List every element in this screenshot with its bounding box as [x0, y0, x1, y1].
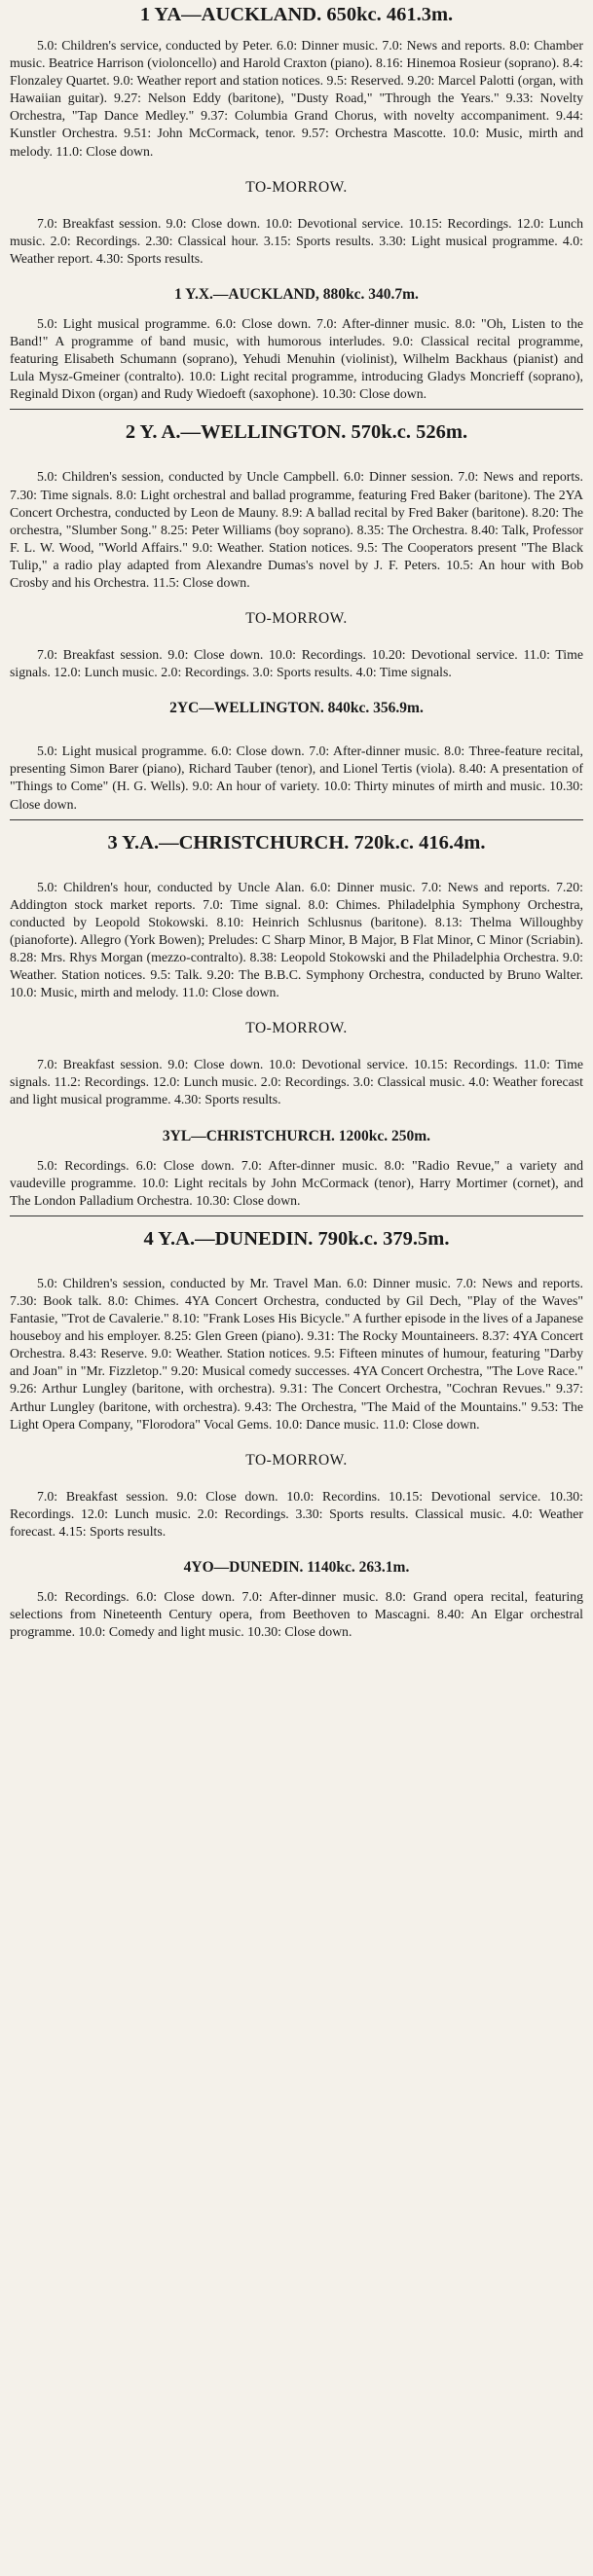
programme-2ya: 5.0: Children's session, conducted by Uncle Campbell. 6.0: Dinner session. 7.0: News and reports. 7.30: Time signals. 8.0: Light orchestral and ballad programme, featuring Fred Baker (baritone). The 2YA Concert Orchestra, conducted by Leon de Mauny. 8.9: A ballad recital by Fred Baker (baritone). 8.20: The orchestra, "Slumber Song." 8.25: Peter Williams (boy soprano). 8.35: The Orchestra. 8.40: Talk, Professor F. L. W. Wood, "World Affairs." 9.0: Weather. Station notices. 9.5: The Cooperators present "The Black Tulip," a radio play adapted from Alexandre Dumas's novel by J. F. Peters. 10.5: An hour with Bob Crosby and his Orchestra. 11.5: Close down. [10, 469, 583, 590]
tomorrow-programme-2ya: 7.0: Breakfast session. 9.0: Close down. 10.0: Recordings. 10.20: Devotional service. 11.0: Time signals. 12.0: Lunch music. 2.0: Recordings. 3.0: Sports results. 4.0: Time signals. [10, 647, 583, 680]
station-heading-4yo: 4YO—DUNEDIN. 1140kc. 263.1m. [183, 1558, 410, 1576]
programme-1yx: 5.0: Light musical programme. 6.0: Close down. 7.0: After-dinner music. 8.0: "Oh, Listen to the Band!" A programme of band music, with humorous interludes. 9.0: Classical recital programme, featuring Elisabeth Schumann (soprano), Yehudi Menuhin (violinist), Wilhelm Backhaus (pianist) and Lula Mysz-Gmeiner (contralto). 10.0: Light recital programme, introducing Gladys Moncrieff (soprano), Reginald Dixon (organ) and Rudy Wiedoeft (saxophone). 10.30: Close down. [10, 315, 583, 402]
station-heading-3yl: 3YL—CHRISTCHURCH. 1200kc. 250m. [162, 1127, 431, 1144]
programme-2yc: 5.0: Light musical programme. 6.0: Close down. 7.0: After-dinner music. 8.0: Three-feature recital, presenting Simon Barer (piano), Richard Tauber (tenor), and Lionel Tertis (viola). 8.40: A presentation of "Things to Come" (H. G. Wells). 9.0: An hour of variety. 10.0: Thirty minutes of mirth and music. 10.30: Close down. [10, 744, 583, 812]
station-heading-2yc: 2YC—WELLINGTON. 840kc. 356.9m. [169, 700, 424, 717]
station-heading-4ya: 4 Y.A.—DUNEDIN. 790k.c. 379.5m. [143, 1227, 450, 1250]
radio-programme-column [10, 0, 583, 1641]
tomorrow-label-1ya: TO-MORROW. [245, 178, 348, 196]
station-heading-2ya: 2 Y. A.—WELLINGTON. 570k.c. 526m. [125, 421, 468, 444]
tomorrow-label-4ya: TO-MORROW. [245, 1451, 348, 1469]
programme-1ya: 5.0: Children's service, conducted by Peter. 6.0: Dinner music. 7.0: News and reports. 8.0: Chamber music. Beatrice Harrison (violoncello) and Harold Craxton (piano). 8.16: Hinemoa Rosieur (soprano). 8.4: Flonzaley Quartet. 9.0: Weather report and station notices. 9.5: Reserved. 9.20: Marcel Palotti (organ, with Hawaiian guitar). 9.27: Nelson Eddy (baritone), "Dusty Road," "Through the Years." 9.33: Novelty Orchestra, "Tap Dance Medley." 9.37: Columbia Grand Chorus, with novelty accompaniment. 9.44: Kunstler Orchestra. 9.51: John McCormack, tenor. 9.57: Orchestra Mascotte. 10.0: Music, mirth and melody. 11.0: Close down. [10, 38, 583, 159]
station-heading-1yx: 1 Y.X.—AUCKLAND, 880kc. 340.7m. [174, 285, 419, 303]
tomorrow-programme-1ya: 7.0: Breakfast session. 9.0: Close down. 10.0: Devotional service. 10.15: Recordings. 12.0: Lunch music. 2.0: Recordings. 2.30: Classical hour. 3.15: Sports results. 3.30: Light musical programme. 4.0: Weather report. 4.30: Sports results. [10, 215, 583, 266]
tomorrow-programme-3ya: 7.0: Breakfast session. 9.0: Close down. 10.0: Devotional service. 10.15: Recordings. 11.0: Time signals. 11.2: Recordings. 12.0: Lunch music. 2.0: Recordings. 3.0: Classical music. 4.0: Weather forecast and light musical programme. 4.30: Sports results. [10, 1057, 583, 1107]
station-heading-1ya: 1 YA—AUCKLAND. 650kc. 461.3m. [139, 4, 454, 25]
programme-4yo: 5.0: Recordings. 6.0: Close down. 7.0: After-dinner music. 8.0: Grand opera recital, featuring selections from Nineteenth Century opera, from Beethoven to Mascagni. 8.40: An Elgar orchestral programme. 10.0: Comedy and light music. 10.30: Close down. [10, 1588, 583, 1640]
tomorrow-label-3ya: TO-MORROW. [245, 1020, 348, 1037]
station-heading-3ya: 3 Y.A.—CHRISTCHURCH. 720k.c. 416.4m. [107, 831, 486, 853]
programme-4ya: 5.0: Children's session, conducted by Mr. Travel Man. 6.0: Dinner music. 7.0: News and reports. 7.30: Book talk. 8.0: Chimes. 4YA Concert Orchestra, conducted by Gil Dech, "Play of the Waves" Fantasie, "Trot de Cavalerie." 8.10: "Frank Loses His Bicycle." A further episode in the lives of a Japanese houseboy and his employer. 8.25: Glen Green (piano). 9.31: The Rocky Mountaineers. 8.37: 4YA Concert Orchestra. 8.43: Reserve. 9.0: Weather. Station notices. 9.5: Fifteen minutes of humour, featuring "Darby and Joan" in "Mr. Fizzletop." 9.20: Musical comedy successes. 4YA Concert Orchestra, "The Love Race." 9.26: Arthur Lungley (baritone, with orchestra). 9.31: The Concert Orchestra, "Cochran Revues." 9.37: Arthur Lungley (baritone, with orchestra). 9.43: The Orchestra, "The Maid of the Mountains." 9.53: The Light Opera Company, "Florodora" Vocal Gems. 10.0: Dance music. 11.0: Close down. [10, 1275, 583, 1432]
tomorrow-programme-4ya: 7.0: Breakfast session. 9.0: Close down. 10.0: Recordins. 10.15: Devotional service. 10.30: Recordings. 12.0: Lunch music. 2.0: Recordings. 3.30: Sports results. Classical music. 4.0: Weather forecast. 4.15: Sports results. [10, 1488, 583, 1539]
tomorrow-label-2ya: TO-MORROW. [245, 610, 348, 628]
programme-3yl: 5.0: Recordings. 6.0: Close down. 7.0: After-dinner music. 8.0: "Radio Revue," a variety and vaudeville programme. 10.0: Light recitals by John McCormack (tenor), Harry Mortimer (cornet), and The London Palladium Orchestra. 10.30: Close down. [10, 1157, 583, 1208]
programme-3ya: 5.0: Children's hour, conducted by Uncle Alan. 6.0: Dinner music. 7.0: News and reports. 7.20: Addington stock market reports. 7.0: Time signal. 8.0: Chimes. Philadelphia Symphony Orchestra, conducted by Leopold Stokowski. 8.10: Heinrich Schlusnus (baritone). 8.13: Thelma Willoughby (pianoforte). Allegro (York Bowen); Preludes: C Sharp Minor, B Major, B Flat Minor, C Minor (Scriabin). 8.28: Mrs. Rhys Morgan (mezzo-contralto). 8.38: Leopold Stokowski and the Philadelphia Orchestra. 9.0: Weather. Station notices. 9.5: Talk. 9.20: The B.B.C. Symphony Orchestra, conducted by Bruno Walter. 10.0: Music, mirth and melody. 11.0: Close down. [10, 879, 583, 1000]
